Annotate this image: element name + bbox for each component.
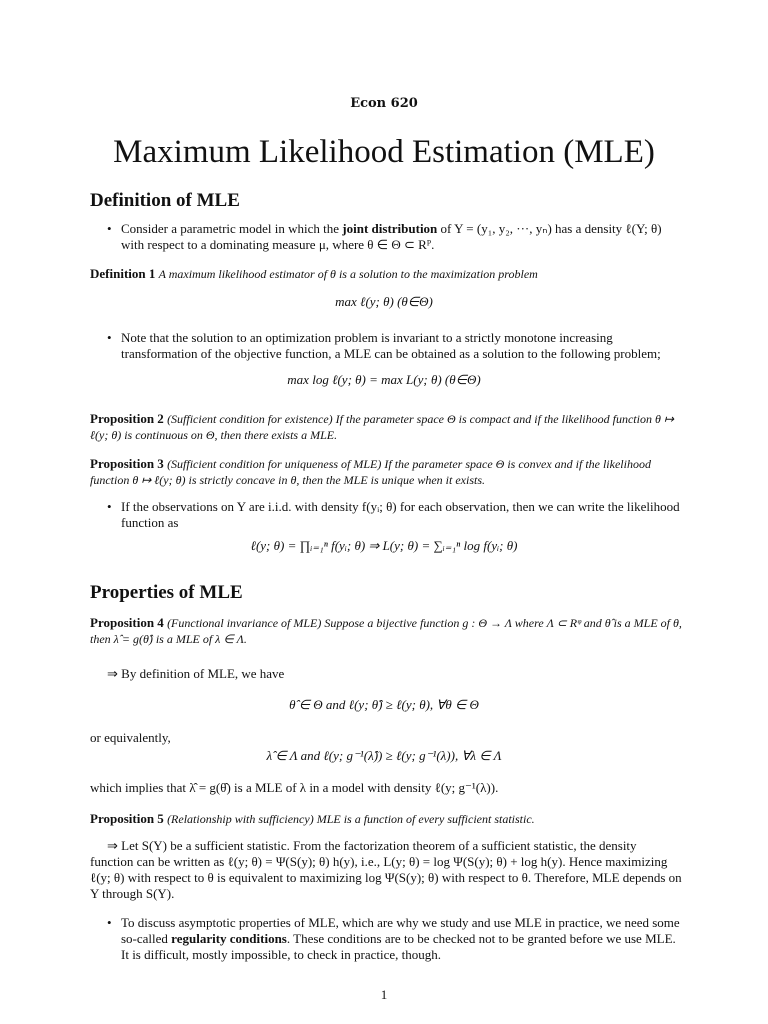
definition-text: A maximum likelihood estimator of θ is a solution to the maximization problem [158,267,538,281]
equation-mle-definition: θ̂ ∈ Θ and ℓ(y; θ̂) ≥ ℓ(y; θ), ∀θ ∈ Θ [289,697,479,712]
bullet-monotone-transform: Note that the solution to an optimization problem is invariant to a strictly monotone increasing transformation of the objective function, a MLE can be obtained as a solution to the following problem; [121,330,661,361]
proposition-label: Proposition 3 [90,456,164,471]
proposition-4 [90,615,682,647]
proposition-text: (Sufficient condition for uniqueness of MLE) If the parameter space Θ is convex and if the likelihood function θ ↦ ℓ(y; θ) is strictly concave in θ, then the MLE is unique when it exists. [90,457,651,487]
proposition-text: (Sufficient condition for existence) If the parameter space Θ is compact and if the likelihood function θ ↦ ℓ(y; θ) is continuous on Θ, then there exists a MLE. [90,412,674,442]
proposition-label: Proposition 2 [90,411,164,426]
bullet-text: Consider a parametric model in which the [121,221,340,236]
bullet-marker: • [107,330,112,345]
page-title: Maximum Likelihood Estimation (MLE) [113,134,655,170]
bullet-marker: • [107,499,112,514]
proposition-text: (Functional invariance of MLE) Suppose a bijective function g : Θ → Λ where Λ ⊂ Rᵠ and θ̂ is a MLE of θ, then λ̂ = g(θ̂) is a MLE of λ ∈ Λ. [90,616,682,646]
or-equivalently-text: or equivalently, [90,730,171,745]
bullet-text: of Y = (y₁, y₂, ···, yₙ) has a density ℓ(Y; θ) with respect to a dominating measure μ, where θ ∈ Θ ⊂ Rᴾ. [121,221,662,252]
proposition-text: (Relationship with sufficiency) MLE is a function of every sufficient statistic. [167,812,535,826]
definition-label: Definition 1 [90,266,156,281]
course-label: Econ 620 [350,96,418,111]
paragraph-sufficient-statistic: ⇒ Let S(Y) be a sufficient statistic. From the factorization theorem of a sufficient statistic, the density function can be written as ℓ(y; θ) = Ψ(S(y); θ) h(y), i.e., L(y; θ) = log Ψ(S(y); θ) + log h(y). Hence maximizing ℓ(y; θ) with respect to θ is equivalent to maximizing log Ψ(S(y); θ) with respect to θ. Therefore, MLE depends on Y through S(Y). [90,838,682,901]
bullet-regularity-conditions [121,915,681,963]
equation-lambda: λ̂ ∈ Λ and ℓ(y; g⁻¹(λ̂)) ≥ ℓ(y; g⁻¹(λ)), ∀λ ∈ Λ [266,748,502,763]
bold-term: joint distribution [342,221,438,236]
proposition-label: Proposition 4 [90,615,164,630]
page-number: 1 [380,987,388,1002]
equation-max-likelihood: max ℓ(y; θ) (θ∈Θ) [335,294,433,309]
proposition-3 [90,456,682,488]
by-definition-line: ⇒ By definition of MLE, we have [107,666,285,681]
section-heading-definition: Definition of MLE [90,190,240,211]
bullet-marker: • [107,221,112,236]
bullet-iid: If the observations on Y are i.i.d. with density f(yᵢ; θ) for each observation, then we can write the likelihood function as [121,499,680,530]
equation-iid-likelihood: ℓ(y; θ) = ∏ᵢ₌₁ⁿ f(yᵢ; θ) ⇒ L(y; θ) = ∑ᵢ₌₁ⁿ log f(yᵢ; θ) [250,538,518,553]
bullet-text: To discuss asymptotic properties of MLE, which are why we study and use MLE in practice, we need some so-called [121,915,680,946]
definition-1 [90,266,682,282]
proposition-5 [90,811,682,827]
section-heading-properties: Properties of MLE [90,582,243,603]
equation-log-likelihood: max log ℓ(y; θ) = max L(y; θ) (θ∈Θ) [287,372,481,387]
bold-term: regularity conditions [171,931,287,946]
implies-line: which implies that λ̂ = g(θ̂) is a MLE of λ in a model with density ℓ(y; g⁻¹(λ)). [90,780,499,795]
proposition-2 [90,411,682,443]
proposition-label: Proposition 5 [90,811,164,826]
bullet-text: . These conditions are to be checked not to be granted before we use MLE. It is difficult, mostly impossible, to check in practice, though. [121,931,676,962]
bullet-marker: • [107,915,112,930]
bullet-joint-distribution [121,221,681,253]
